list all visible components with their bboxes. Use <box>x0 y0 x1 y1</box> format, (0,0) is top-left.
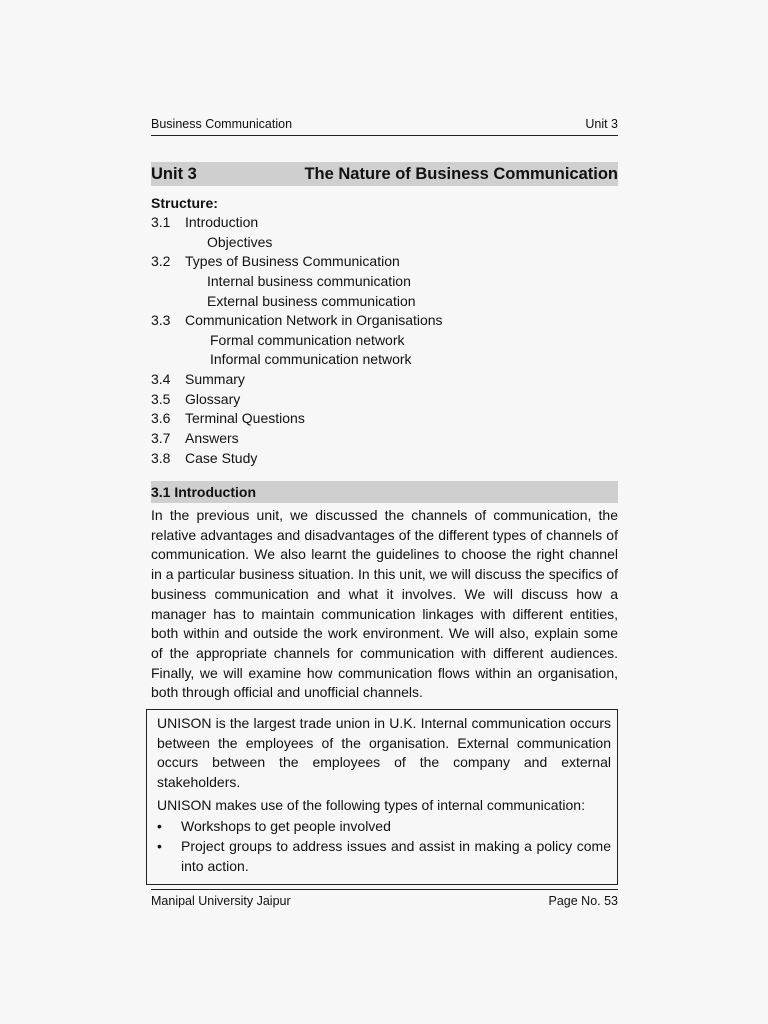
toc-item <box>151 409 618 429</box>
list-item-text: Project groups to address issues and assist in making a policy come into action. <box>181 838 611 874</box>
unit-title: The Nature of Business Communication <box>304 165 618 183</box>
toc-item-number: 3.3 <box>151 312 171 329</box>
toc-item-label: Types of Business Communication <box>185 253 400 270</box>
toc-item-number: 3.1 <box>151 214 171 230</box>
toc-item <box>151 311 618 331</box>
toc-item <box>151 449 618 469</box>
case-bullet-list <box>157 817 611 877</box>
structure-title: Structure: <box>151 195 218 211</box>
toc-subitem <box>151 350 618 370</box>
toc-subitem-label: Formal communication network <box>210 331 405 348</box>
case-paragraph: UNISON makes use of the following types of internal communication: <box>157 796 585 813</box>
toc-subitem-label: Informal communication network <box>210 351 412 368</box>
toc-subitem <box>151 233 618 253</box>
toc-subitem <box>151 272 618 292</box>
bullet-icon: • <box>157 817 162 834</box>
unit-number: Unit 3 <box>151 165 197 183</box>
toc-item-label: Summary <box>185 371 245 388</box>
toc-item <box>151 429 618 449</box>
running-header <box>151 116 618 136</box>
toc-item-number: 3.6 <box>151 410 171 427</box>
toc-item-label: Case Study <box>185 449 258 466</box>
introduction-paragraph: In the previous unit, we discussed the channels of communication, the relative advantages and disadvantages of the different types of channels of communication. We also learnt the guidelines to choose the right channel in a particular business situation. In this unit, we will discuss the specifics of business communication and what it involves. We will discuss how a manager has to maintain communication linkages with different entities, both within and outside the work environment. We will also, explain some of the appropriate channels for communication with different audiences. Finally, we will examine how communication flows within an organisation, both through official and unofficial channels. <box>151 507 618 701</box>
toc-item-number: 3.7 <box>151 430 171 447</box>
header-unit-label: Unit 3 <box>585 117 618 131</box>
header-book-title: Business Communication <box>151 117 293 131</box>
page-number: Page No. 53 <box>548 894 618 908</box>
section-heading-introduction <box>151 481 618 503</box>
list-item-text: Workshops to get people involved <box>181 817 391 834</box>
toc-item <box>151 370 618 390</box>
toc-subitem-label: Objectives <box>207 233 273 250</box>
toc-item-label: Introduction <box>185 214 259 230</box>
toc-subitem <box>151 292 618 312</box>
list-item <box>157 837 611 876</box>
toc-subitem-label: Internal business communication <box>207 272 411 289</box>
list-item <box>157 817 611 837</box>
toc-item-number: 3.8 <box>151 449 171 466</box>
case-example-box <box>146 709 618 885</box>
toc-item-label: Glossary <box>185 390 241 407</box>
table-of-contents <box>151 213 618 468</box>
toc-item-number: 3.5 <box>151 390 171 407</box>
toc-subitem <box>151 331 618 351</box>
toc-item-number: 3.4 <box>151 371 171 388</box>
toc-item <box>151 390 618 410</box>
toc-item <box>151 252 618 272</box>
toc-subitem-label: External business communication <box>207 292 416 309</box>
toc-item-label: Answers <box>185 430 239 447</box>
unit-heading <box>151 162 618 186</box>
case-paragraph: UNISON is the largest trade union in U.K. Internal communication occurs between the employees of the organisation. External communication occurs between the employees of the company and external stakeholders. <box>157 715 611 791</box>
toc-item-label: Terminal Questions <box>185 410 305 427</box>
running-footer <box>151 889 618 910</box>
toc-item-number: 3.2 <box>151 253 171 270</box>
bullet-icon: • <box>157 838 162 855</box>
toc-item-label: Communication Network in Organisations <box>185 312 443 329</box>
section-heading-text: 3.1 Introduction <box>151 484 256 500</box>
toc-item <box>151 213 618 233</box>
footer-university: Manipal University Jaipur <box>151 894 291 908</box>
